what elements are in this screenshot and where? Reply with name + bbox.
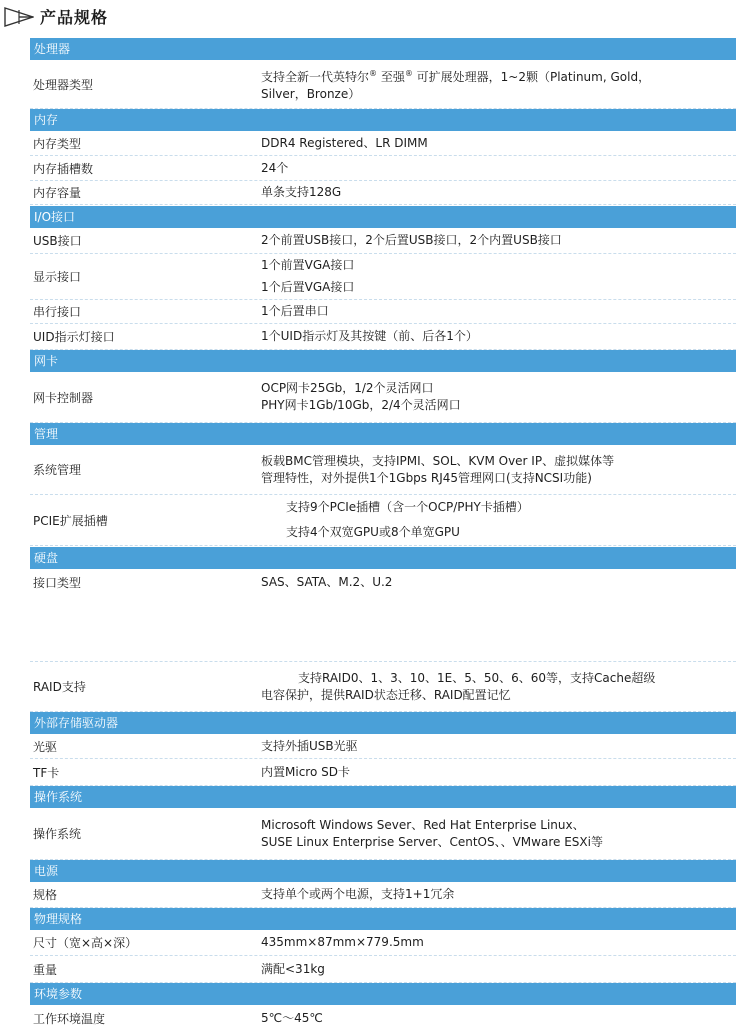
nic-line-2: PHY网卡1Gb/10Gb，2/4个灵活网口 xyxy=(261,398,461,412)
display-line-1: 1个前置VGA接口 xyxy=(261,257,355,272)
spec-value: 1个UID指示灯及其按键（前、后各1个） xyxy=(261,329,478,343)
spec-value: 2个前置USB接口，2个后置USB接口，2个内置USB接口 xyxy=(261,233,562,247)
spec-label: 内存容量 xyxy=(33,186,82,200)
section-memory-header: 内存 xyxy=(30,109,736,131)
spec-label: 工作环境温度 xyxy=(33,1011,106,1026)
section-external-storage-header: 外部存储驱动器 xyxy=(30,712,736,734)
cpu-type-text-b: 至强 xyxy=(377,70,405,84)
spec-label: 内存插槽数 xyxy=(33,161,94,176)
spec-value: 满配<31kg xyxy=(261,961,325,976)
raid-line-2: 电容保护，提供RAID状态迁移、RAID配置记忆 xyxy=(261,687,511,702)
section-cpu-header: 处理器 xyxy=(30,38,736,60)
spec-value: 内置Micro SD卡 xyxy=(261,764,350,779)
spec-value xyxy=(261,662,732,711)
spec-label: 接口类型 xyxy=(33,575,82,590)
spec-row-power xyxy=(30,882,736,908)
spec-value xyxy=(261,254,732,299)
spec-value: 支持单个或两个电源，支持1+1冗余 xyxy=(261,887,455,901)
spec-row-optical xyxy=(30,734,736,759)
system-mgmt-line-2: 管理特性，对外提供1个1Gbps RJ45管理网口(支持NCSI功能) xyxy=(261,470,592,485)
section-power-header: 电源 xyxy=(30,860,736,882)
spec-row-weight xyxy=(30,956,736,983)
display-line-2: 1个后置VGA接口 xyxy=(261,280,355,295)
spec-row-memory-slots xyxy=(30,156,736,181)
page-title: 产品规格 xyxy=(40,8,109,27)
section-management-header: 管理 xyxy=(30,423,736,445)
spec-row-cpu-type xyxy=(30,60,736,109)
spec-value: DDR4 Registered、LR DIMM xyxy=(261,135,428,150)
spec-label: PCIE扩展插槽 xyxy=(33,513,108,528)
section-environment-header: 环境参数 xyxy=(30,983,736,1005)
spec-row-size xyxy=(30,930,736,956)
spec-label: 显示接口 xyxy=(33,270,82,284)
spec-row-usb xyxy=(30,228,736,254)
spec-row-system-management xyxy=(30,445,736,495)
spec-row-uid xyxy=(30,324,736,350)
cpu-type-line-2: Silver，Bronze） xyxy=(261,87,361,101)
raid-line-1: 支持RAID0、1、3、10、1E、5、50、6、60等，支持Cache超级 xyxy=(298,670,656,685)
section-nic-header: 网卡 xyxy=(30,350,736,372)
spec-label: USB接口 xyxy=(33,234,82,248)
spec-row-disk-interface xyxy=(30,569,736,662)
section-os-header: 操作系统 xyxy=(30,786,736,808)
spec-row-display xyxy=(30,254,736,300)
spec-value: 24个 xyxy=(261,160,289,175)
section-physical-header: 物理规格 xyxy=(30,908,736,930)
spec-label: 串行接口 xyxy=(33,305,82,319)
spec-value: 435mm×87mm×779.5mm xyxy=(261,935,424,949)
spec-label: 系统管理 xyxy=(33,463,82,477)
spec-value xyxy=(261,445,732,494)
cpu-type-text-c: 可扩展处理器，1~2颗（Platinum, Gold， xyxy=(412,70,651,84)
section-disk-header: 硬盘 xyxy=(30,547,736,569)
os-line-1: Microsoft Windows Sever、Red Hat Enterprise Linux、 xyxy=(261,817,585,832)
nic-line-1: OCP网卡25Gb，1/2个灵活网口 xyxy=(261,381,434,395)
spec-row-memory-capacity xyxy=(30,181,736,205)
spec-value xyxy=(261,495,732,545)
spec-row-pcie xyxy=(30,495,736,546)
spec-value xyxy=(261,372,732,422)
spec-value: 5℃～45℃ xyxy=(261,1010,323,1025)
spec-row-tf xyxy=(30,759,736,786)
spec-label: TF卡 xyxy=(33,765,60,780)
spec-label: 内存类型 xyxy=(33,136,82,151)
cpu-type-line-1 xyxy=(261,65,732,86)
spec-row-temperature xyxy=(30,1005,736,1031)
spec-label: 规格 xyxy=(33,888,58,902)
pcie-line-1: 支持9个PCIe插槽（含一个OCP/PHY卡插槽） xyxy=(286,500,529,514)
spec-value: 支持外插USB光驱 xyxy=(261,738,358,753)
spec-row-raid xyxy=(30,662,736,712)
spec-label: 处理器类型 xyxy=(33,77,94,92)
spec-label: 操作系统 xyxy=(33,827,82,841)
spec-row-memory-type xyxy=(30,131,736,156)
cpu-type-text-a: 支持全新一代英特尔 xyxy=(261,70,370,84)
spec-label: 网卡控制器 xyxy=(33,390,94,405)
spec-label: RAID支持 xyxy=(33,680,86,694)
spec-value: SAS、SATA、M.2、U.2 xyxy=(261,575,393,589)
spec-value: 单条支持128G xyxy=(261,185,342,199)
spec-label: UID指示灯接口 xyxy=(33,330,115,344)
section-io-header: I/O接口 xyxy=(30,206,736,228)
spec-label: 尺寸（宽×高×深） xyxy=(33,936,138,950)
spec-value xyxy=(261,808,732,859)
spec-row-os xyxy=(30,808,736,860)
spec-value: 1个后置串口 xyxy=(261,304,329,318)
pcie-line-2: 支持4个双宽GPU或8个单宽GPU xyxy=(286,525,460,539)
spec-value xyxy=(261,60,732,108)
system-mgmt-line-1: 板载BMC管理模块，支持IPMI、SOL、KVM Over IP、虚拟媒体等 xyxy=(261,453,615,468)
spec-label: 重量 xyxy=(33,962,58,977)
registered-mark: ® xyxy=(404,69,413,78)
spec-row-serial xyxy=(30,300,736,324)
spec-label: 光驱 xyxy=(33,739,58,754)
os-line-2: SUSE Linux Enterprise Server、CentOS、、VMware ESXi等 xyxy=(261,834,603,849)
spec-row-nic-controller xyxy=(30,372,736,423)
registered-mark: ® xyxy=(369,69,378,78)
